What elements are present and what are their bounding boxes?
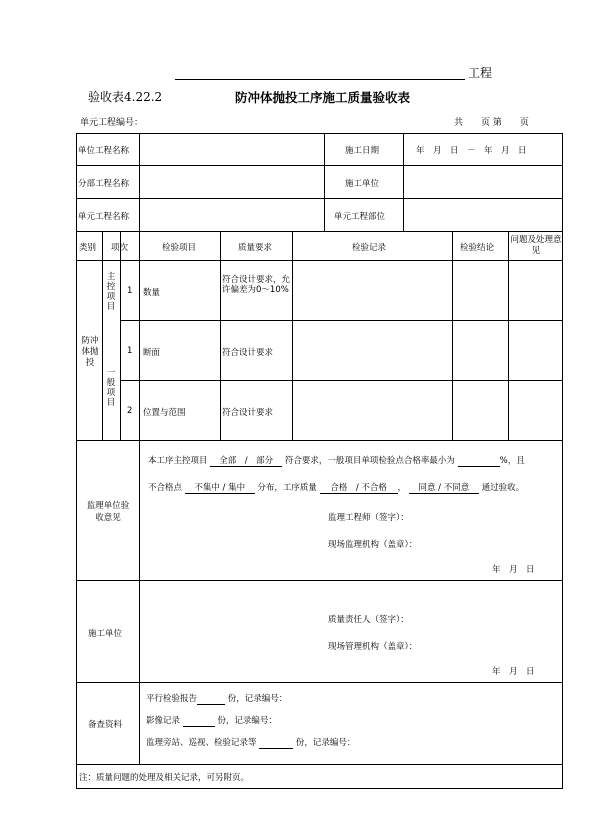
supervision-line1: 本工序主控项目 全部 / 部分 符合要求，一般项目单项检验点合格率最小为 %，且	[148, 456, 525, 466]
page-info: 共 页 第 页	[454, 118, 529, 128]
approval-option: 同意 / 不同意	[409, 481, 479, 494]
main-control-label: 主控项目	[106, 272, 116, 312]
header-quality-req: 质量要求	[238, 243, 273, 253]
general-row-2-requirement: 符合设计要求	[222, 408, 274, 418]
construction-label: 施工单位	[88, 629, 123, 639]
header-check-item: 检验项目	[162, 243, 197, 253]
construction-date: 年 月 日	[492, 667, 535, 677]
construction-date-label: 施工日期	[345, 146, 380, 156]
general-row-2-no: 2	[127, 406, 133, 416]
sub-project-name-label: 分部工程名称	[78, 179, 130, 189]
unit-project-no-label: 单元工程编号：	[80, 118, 144, 128]
main-row-no: 1	[127, 286, 133, 296]
reference-line3: 监理旁站、巡视、检验记录等 份，记录编号：	[146, 738, 356, 748]
project-suffix: 工程	[468, 66, 493, 80]
inspection-record-count[interactable]	[259, 738, 293, 749]
parallel-report-count[interactable]	[197, 694, 225, 705]
main-row-requirement: 符合设计要求，允许偏差为0～10%	[222, 275, 291, 295]
supervision-label: 监理单位验收意见	[86, 501, 130, 523]
construction-org-stamp: 现场管理机构（盖章）：	[328, 642, 418, 652]
header-item-no: 项次	[111, 243, 129, 253]
general-row-2-item: 位置与范围	[143, 408, 186, 418]
header-issue-handling: 问题及处理意见	[510, 235, 562, 256]
supervision-org-stamp: 现场监理机构（盖章）：	[328, 540, 418, 550]
header-check-record: 检验记录	[352, 243, 387, 253]
supervisor-signature: 监理工程师（签字）：	[328, 513, 409, 523]
general-label: 一般项目	[106, 368, 116, 408]
pass-rate-blank[interactable]	[458, 456, 500, 467]
header-category: 类别	[79, 243, 97, 253]
general-row-1-no: 1	[127, 346, 133, 356]
page-title: 防冲体抛投工序施工质量验收表	[235, 90, 411, 105]
general-row-1-requirement: 符合设计要求	[222, 348, 274, 358]
concentration-option: 不集中 / 集中	[185, 481, 255, 494]
element-project-name-label: 单元工程名称	[78, 212, 130, 222]
category-name: 防冲体抛投	[81, 336, 99, 368]
quality-option: 合格 / 不合格	[320, 481, 398, 494]
general-row-1-item: 断面	[143, 348, 161, 358]
footnote: 注：质量问题的处理及相关记录，可另附页。	[79, 773, 250, 783]
element-project-location-label: 单元工程部位	[334, 212, 386, 222]
main-row-item: 数量	[143, 288, 161, 298]
reference-line2: 影像记录 份，记录编号：	[146, 716, 277, 726]
project-name-underline	[175, 79, 465, 80]
all-part-option: 全部 / 部分	[210, 454, 282, 467]
date-range: 年 月 日 － 年 月 日	[416, 146, 527, 156]
construction-person-signature: 质量责任人（签字）：	[328, 615, 409, 625]
video-record-count[interactable]	[183, 716, 215, 727]
supervision-date: 年 月 日	[492, 565, 535, 575]
header-check-conclusion: 检验结论	[460, 243, 495, 253]
construction-unit-label: 施工单位	[345, 179, 380, 189]
unit-project-name-label: 单位工程名称	[78, 146, 130, 156]
reference-line1: 平行检验报告 份，记录编号：	[146, 694, 288, 704]
supervision-line2: 不合格点 不集中 / 集中 分布，工序质量 合格 / 不合格 ， 同意 / 不同意 通过验收。	[148, 483, 525, 493]
form-number: 验收表4.22.2	[88, 90, 163, 104]
reference-label: 备查资料	[88, 720, 123, 730]
